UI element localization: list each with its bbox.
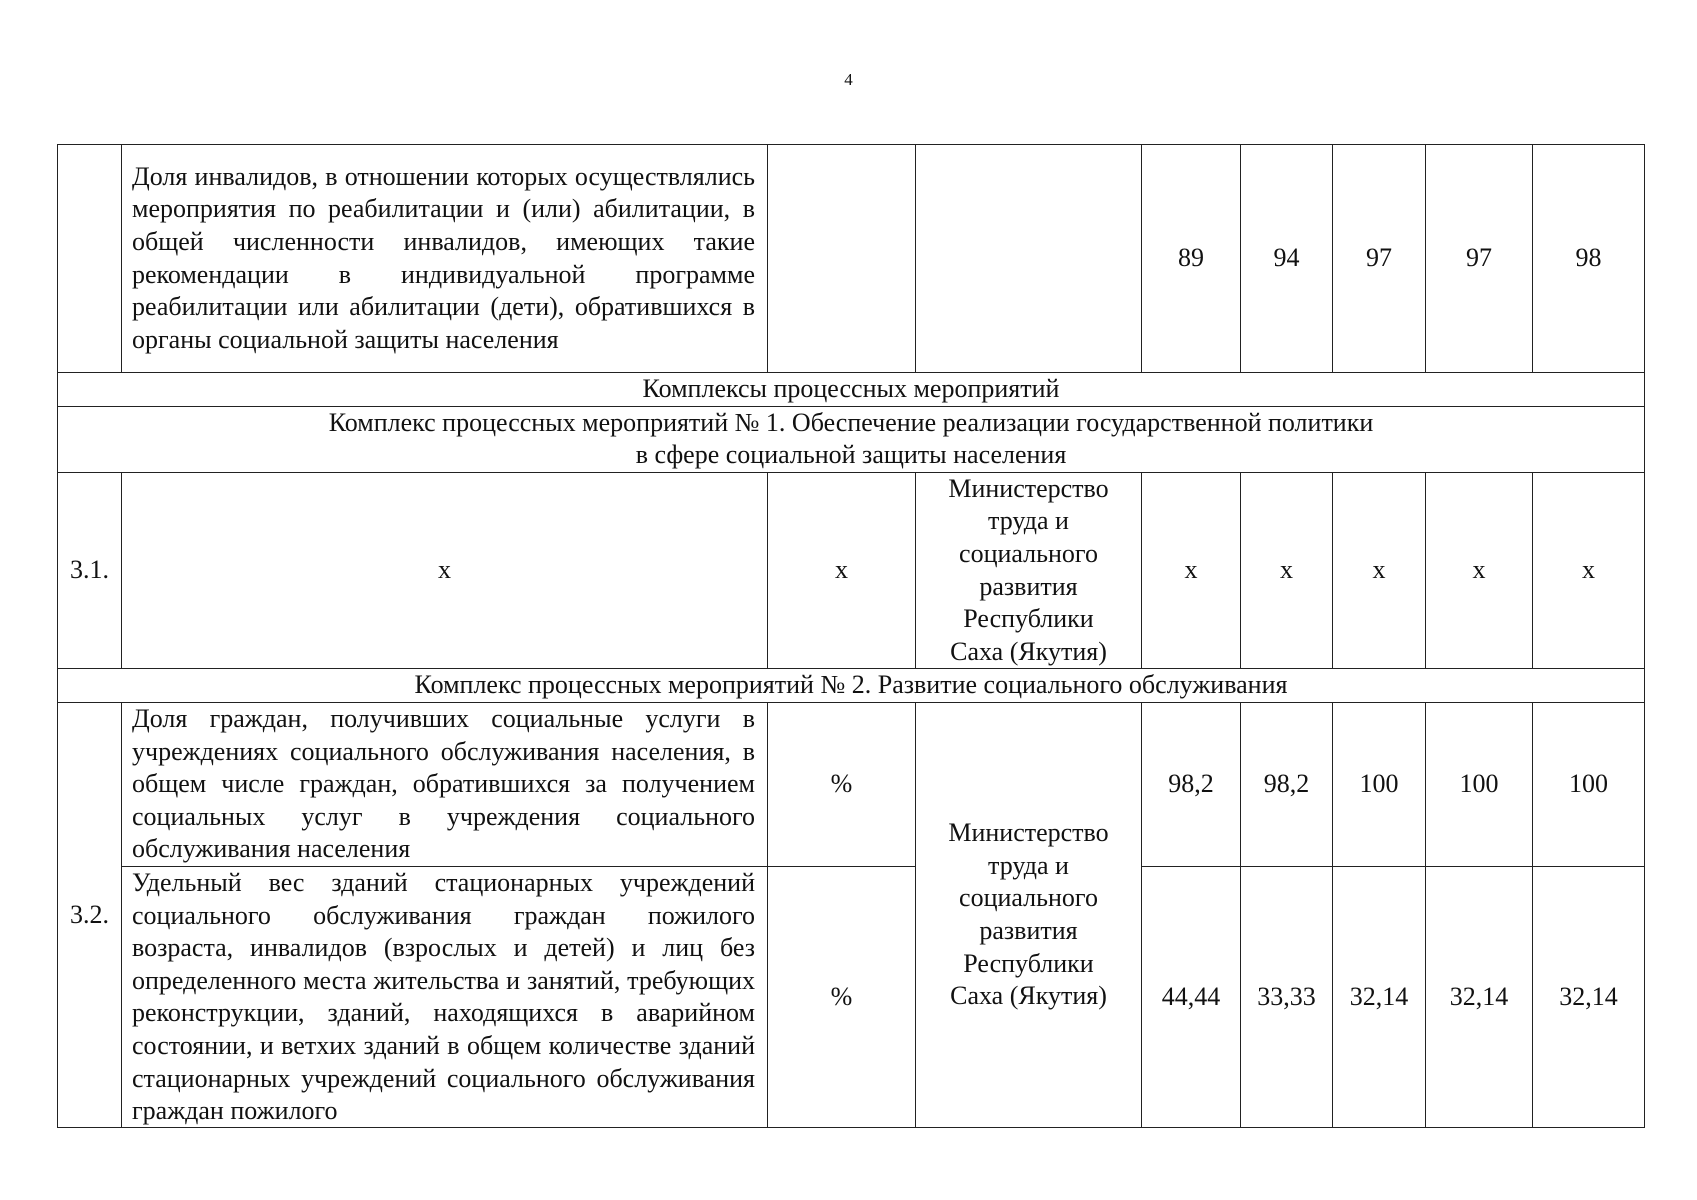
responsible-line: Республики bbox=[963, 948, 1094, 978]
section-heading-line: Комплекс процессных мероприятий № 1. Обеспечение реализации государственной политики bbox=[328, 407, 1374, 437]
value-cell: 94 bbox=[1241, 145, 1333, 373]
value-cell: 32,14 bbox=[1533, 866, 1645, 1127]
responsible-line: Республики bbox=[963, 604, 1094, 634]
unit-cell bbox=[768, 145, 916, 373]
row-number: 3.1. bbox=[58, 472, 122, 669]
value-cell: x bbox=[1142, 472, 1241, 669]
responsible-line: Саха (Якутия) bbox=[950, 981, 1107, 1011]
value-cell: 98,2 bbox=[1241, 702, 1333, 866]
responsible-line: развития bbox=[979, 915, 1078, 945]
value-cell: 98,2 bbox=[1142, 702, 1241, 866]
value-cell: 44,44 bbox=[1142, 866, 1241, 1127]
indicators-table bbox=[57, 144, 1645, 1128]
value-cell: 100 bbox=[1426, 702, 1533, 866]
table-row bbox=[58, 472, 1645, 669]
value-cell: x bbox=[1533, 472, 1645, 669]
value-cell: x bbox=[1241, 472, 1333, 669]
value-cell: x bbox=[1333, 472, 1426, 669]
value-cell: x bbox=[1426, 472, 1533, 669]
unit-cell: x bbox=[768, 472, 916, 669]
table-row bbox=[58, 866, 1645, 1127]
responsible-line: Министерство bbox=[948, 473, 1109, 503]
row-number: 3.2. bbox=[58, 702, 122, 1127]
value-cell: 32,14 bbox=[1426, 866, 1533, 1127]
table-row bbox=[58, 702, 1645, 866]
indicator-name-text: Удельный вес зданий стационарных учреждений социального обслуживания граждан пожилого возраста, инвалидов (взрослых и детей) и лиц без определенного места жительства и занятий, требующих реконструкции, зданий, находящихся в аварийном состоянии, и ветхих зданий в общем количестве зданий стационарных учреждений социального обслуживания граждан пожилого bbox=[132, 867, 755, 1126]
value-cell: 33,33 bbox=[1241, 866, 1333, 1127]
responsible-cell bbox=[916, 472, 1142, 669]
responsible-cell bbox=[916, 702, 1142, 1127]
responsible-line: труда и bbox=[988, 850, 1069, 880]
section-row bbox=[58, 373, 1645, 407]
responsible-line: труда и bbox=[988, 506, 1069, 536]
value-cell: 100 bbox=[1533, 702, 1645, 866]
responsible-line: Министерство bbox=[948, 818, 1109, 848]
section-heading-line: в сфере социальной защиты населения bbox=[635, 440, 1067, 470]
indicator-name: x bbox=[122, 472, 768, 669]
indicator-name: Доля граждан, получивших социальные услуги в учреждениях социального обслуживания населения, в общем числе граждан, обратившихся за получением социальных услуг в учреждения социального обслуживания населения bbox=[122, 702, 768, 866]
value-cell: 32,14 bbox=[1333, 866, 1426, 1127]
responsible-line: Саха (Якутия) bbox=[950, 636, 1107, 666]
value-cell: 100 bbox=[1333, 702, 1426, 866]
page-number: 4 bbox=[844, 70, 853, 89]
section-row bbox=[58, 669, 1645, 703]
responsible-line: социального bbox=[959, 538, 1098, 568]
value-cell: 98 bbox=[1533, 145, 1645, 373]
value-cell: 97 bbox=[1333, 145, 1426, 373]
section-heading: Комплекс процессных мероприятий № 2. Развитие социального обслуживания bbox=[58, 669, 1645, 703]
section-heading: Комплексы процессных мероприятий bbox=[58, 373, 1645, 407]
value-cell: 89 bbox=[1142, 145, 1241, 373]
indicator-name: Доля инвалидов, в отношении которых осуществлялись мероприятия по реабилитации и (или) абилитации, в общей численности инвалидов, имеющих такие рекомендации в индивидуальной программе реабилитации или абилитации (дети), обратившихся в органы социальной защиты населения bbox=[122, 145, 768, 373]
indicator-name bbox=[122, 866, 768, 1127]
responsible-cell bbox=[916, 145, 1142, 373]
section-heading bbox=[58, 406, 1645, 472]
unit-cell: % bbox=[768, 866, 916, 1127]
responsible-line: социального bbox=[959, 883, 1098, 913]
section-row bbox=[58, 406, 1645, 472]
row-number bbox=[58, 145, 122, 373]
value-cell: 97 bbox=[1426, 145, 1533, 373]
table-row bbox=[58, 145, 1645, 373]
responsible-line: развития bbox=[979, 571, 1078, 601]
unit-cell: % bbox=[768, 702, 916, 866]
